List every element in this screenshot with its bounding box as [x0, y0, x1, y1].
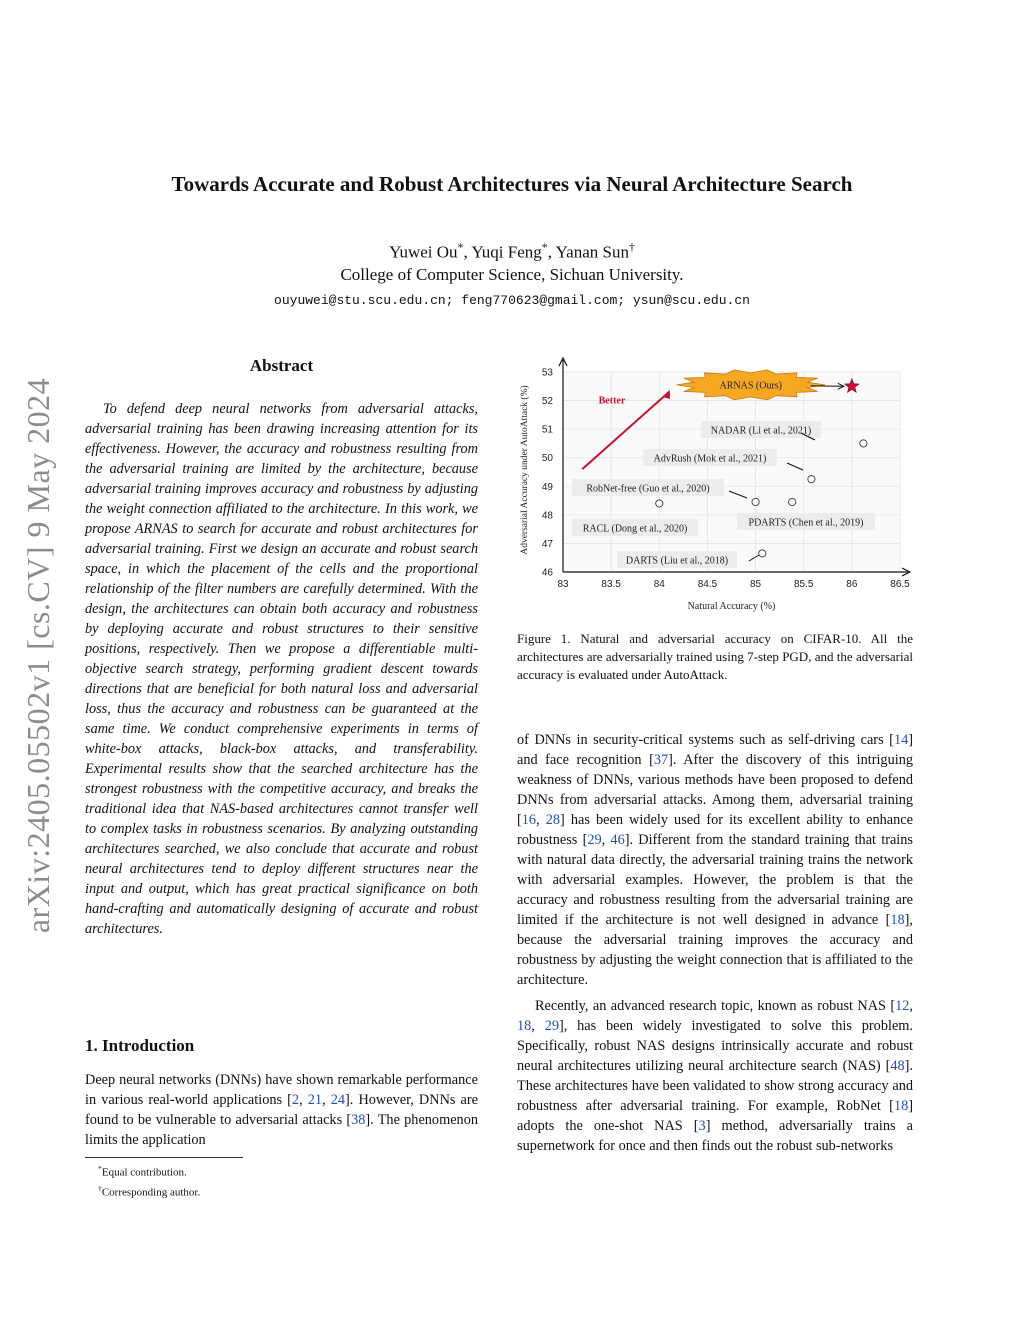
x-tick-label: 86 — [846, 579, 858, 590]
body-paragraph: of DNNs in security-critical systems such as self-driving cars [14] and face recognition [37]. After the discovery of this intriguing weakness of DNNs, various methods have been proposed to defend DNNs from adversarial attacks. Among them, adversarial training [16, 28] has been widely used for its excellent ability to enhance robustness [29, 46]. Different from the standard training that trains with natural data directly, the adversarial training trains the network with adversarial examples. However, the problem is that the accuracy and robustness resulting from the adversarial training are limited if the architecture is not well designed in advance [18], because the adversarial training improves the accuracy and robustness by adjusting the weight connection that is affiliated to the architecture. — [517, 732, 913, 988]
citation-link[interactable]: 18 — [893, 1098, 909, 1114]
citation-link[interactable]: 37 — [653, 752, 669, 768]
point-label: NADAR (Li et al., 2021) — [710, 425, 812, 437]
point-label: RACL (Dong et al., 2020) — [582, 523, 688, 535]
intro-paragraph: Deep neural networks (DNNs) have shown remarkable performance in various real-world applications [2, 21, 24]. However, DNNs are found to be vulnerable to adversarial attacks [38]. The phenomenon limits the application — [85, 1072, 479, 1148]
point-label: PDARTS (Chen et al., 2019) — [748, 517, 864, 529]
y-tick-label: 48 — [541, 510, 553, 522]
citation-link[interactable]: 12 — [895, 998, 910, 1014]
author-list: Yuwei Ou*, Yuqi Feng*, Yanan Sun† — [389, 240, 635, 262]
right-column-text — [517, 730, 913, 1156]
y-tick-label: 50 — [541, 453, 553, 465]
x-tick-label: 83 — [557, 579, 569, 590]
author-mark: * — [457, 240, 464, 254]
point-label: AdvRush (Mok et al., 2021) — [653, 453, 767, 465]
footnotes — [98, 1161, 200, 1200]
citation-link[interactable]: 18 — [517, 1018, 532, 1034]
data-point-circle — [752, 498, 759, 505]
citation-link[interactable]: 16 — [521, 812, 537, 828]
y-axis-label: Adversarial Accuracy under AutoAttack (%) — [520, 385, 530, 555]
citation-link[interactable]: 14 — [893, 732, 909, 748]
author-mark: † — [628, 240, 635, 254]
author-name: Yuwei Ou — [389, 242, 458, 262]
x-tick-label: 83.5 — [601, 579, 621, 590]
arxiv-watermark: arXiv:2405.05502v1 [cs.CV] 9 May 2024 — [20, 377, 57, 934]
data-point-circle — [789, 498, 796, 505]
footnote: *Equal contribution. — [98, 1164, 187, 1179]
citation-link[interactable]: 29 — [587, 832, 602, 848]
y-tick-label: 51 — [541, 424, 553, 436]
accuracy-scatter-chart — [515, 355, 915, 620]
footnote-divider — [85, 1157, 243, 1158]
author-mark: * — [541, 240, 548, 254]
citation-link[interactable]: 2 — [291, 1092, 300, 1108]
citation-link[interactable]: 18 — [890, 912, 905, 928]
paper-title: Towards Accurate and Robust Architectures via Neural Architecture Search — [171, 172, 853, 196]
figure-caption: Figure 1. Natural and adversarial accuracy on CIFAR-10. All the architectures are adversarially trained using 7-step PGD, and the adversarial accuracy is evaluated under AutoAttack. — [517, 631, 913, 682]
citation-link[interactable]: 46 — [610, 832, 625, 848]
x-axis-label: Natural Accuracy (%) — [687, 601, 776, 612]
body-paragraph: Recently, an advanced research topic, known as robust NAS [12, 18, 29], has been widely investigated to solve this problem. Specifically, robust NAS designs intrinsically accurate and robust neural architectures utilizing neural architecture search (NAS) [48]. These architectures have been validated to show strong accuracy and robustness after adversarial training. For example, RobNet [18] adopts the one-shot NAS [3] method, adversarially trains a supernetwork for once and then finds out the robust sub-networks — [517, 998, 913, 1154]
y-tick-label: 49 — [541, 481, 553, 493]
data-point-circle — [808, 476, 815, 483]
point-label: RobNet-free (Guo et al., 2020) — [586, 483, 710, 495]
citation-link[interactable]: 28 — [545, 812, 561, 828]
citation-link[interactable]: 38 — [351, 1112, 366, 1128]
citation-link[interactable]: 21 — [307, 1092, 323, 1108]
author-name: Yuqi Feng — [471, 242, 542, 262]
x-tick-label: 84.5 — [697, 579, 718, 590]
x-tick-label: 85 — [750, 579, 762, 590]
footnote: †Corresponding author. — [98, 1183, 201, 1199]
x-tick-label: 86.5 — [890, 579, 910, 590]
y-tick-label: 52 — [541, 396, 553, 408]
author-emails: ouyuwei@stu.scu.edu.cn; feng770623@gmail.com; ysun@scu.edu.cn — [274, 293, 750, 308]
abstract-text: To defend deep neural networks from adversarial attacks, adversarial training has been drawing increasing attention for its effectiveness. However, the accuracy and robustness resulting from the adversarial training are limited by the architecture, because adversarial training improves accuracy and robustness by adjusting the weight connection affiliated to the architecture. In this work, we propose ARNAS to search for accurate and robust architectures for adversarial training. First we design an accurate and robust search space, in which the placement of the cells and the proportional relationship of the filter numbers are carefully determined. With the design, the architectures can obtain both accuracy and robustness by deploying accurate and robust structures to their sensitive positions, respectively. Then we propose a differentiable multi-objective search strategy, performing gradient descent towards directions that are beneficial for both natural loss and adversarial loss, thus the accuracy and robustness can be guaranteed at the same time. We conduct comprehensive experiments in terms of white-box attacks, black-box attacks, and transferability. Experimental results show that the searched architecture has the strongest robustness with the competitive accuracy, and breaks the traditional idea that NAS-based architectures cannot transfer well to complex tasks in robustness scenarios. By analyzing outstanding architectures searched, we also conclude that accurate and robust neural architectures tend to deploy different structures near the input and output, which has great practical significance on both hand-crafting and automatically designing of accurate and robust architectures. — [85, 401, 478, 937]
y-tick-label: 47 — [541, 538, 553, 550]
better-annotation: Better — [598, 395, 626, 407]
citation-link[interactable]: 29 — [544, 1018, 559, 1034]
citation-link[interactable]: 48 — [890, 1058, 905, 1074]
y-tick-label: 53 — [541, 367, 553, 379]
x-tick-label: 85.5 — [793, 579, 814, 590]
data-point-circle — [860, 440, 867, 447]
data-point-circle — [656, 500, 663, 507]
section-heading-introduction: 1. Introduction — [85, 1036, 195, 1055]
data-point-circle — [759, 550, 766, 557]
citation-link[interactable]: 3 — [698, 1118, 706, 1134]
abstract-heading: Abstract — [249, 356, 314, 375]
citation-link[interactable]: 24 — [330, 1092, 346, 1108]
point-label: DARTS (Liu et al., 2018) — [625, 555, 729, 567]
author-name: Yanan Sun — [555, 242, 629, 262]
point-label: ARNAS (Ours) — [719, 380, 783, 392]
x-tick-label: 84 — [653, 579, 665, 590]
affiliation: College of Computer Science, Sichuan University. — [340, 265, 684, 284]
y-tick-label: 46 — [541, 567, 553, 579]
